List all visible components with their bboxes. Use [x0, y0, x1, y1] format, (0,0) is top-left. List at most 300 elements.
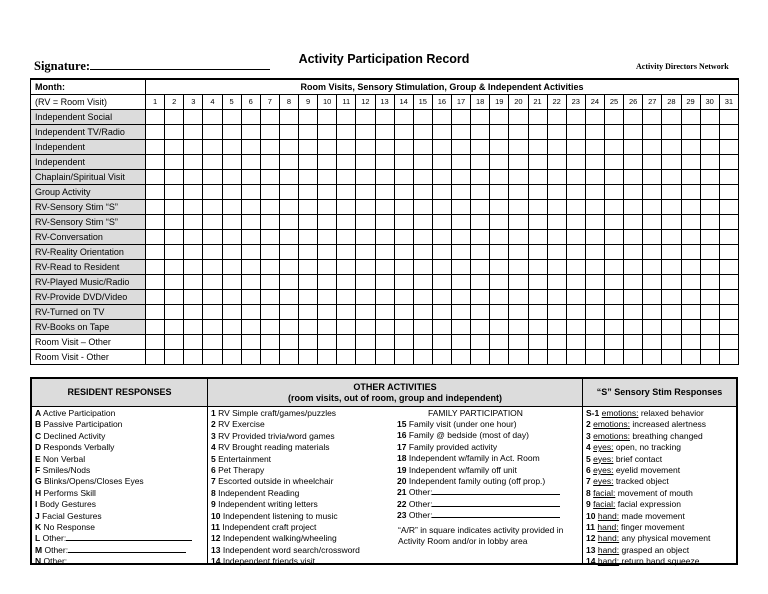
day-cell[interactable] — [279, 349, 298, 364]
day-cell[interactable] — [241, 259, 260, 274]
day-cell[interactable] — [279, 124, 298, 139]
day-cell[interactable] — [203, 154, 222, 169]
day-cell[interactable] — [356, 199, 375, 214]
day-cell[interactable] — [643, 214, 662, 229]
day-cell[interactable] — [509, 259, 528, 274]
day-cell[interactable] — [700, 229, 719, 244]
day-cell[interactable] — [394, 214, 413, 229]
day-cell[interactable] — [681, 169, 700, 184]
day-cell[interactable] — [318, 184, 337, 199]
day-cell[interactable] — [337, 109, 356, 124]
day-cell[interactable] — [241, 334, 260, 349]
day-cell[interactable] — [375, 169, 394, 184]
day-cell[interactable] — [413, 124, 432, 139]
day-cell[interactable] — [624, 289, 643, 304]
day-cell[interactable] — [566, 229, 585, 244]
day-cell[interactable] — [299, 304, 318, 319]
day-cell[interactable] — [547, 289, 566, 304]
day-cell[interactable] — [643, 259, 662, 274]
day-cell[interactable] — [452, 334, 471, 349]
day-cell[interactable] — [471, 334, 490, 349]
day-cell[interactable] — [566, 304, 585, 319]
day-cell[interactable] — [413, 154, 432, 169]
day-cell[interactable] — [528, 184, 547, 199]
day-cell[interactable] — [547, 319, 566, 334]
day-cell[interactable] — [681, 349, 700, 364]
day-cell[interactable] — [375, 319, 394, 334]
day-cell[interactable] — [222, 334, 241, 349]
day-cell[interactable] — [643, 244, 662, 259]
day-cell[interactable] — [432, 124, 451, 139]
day-cell[interactable] — [585, 214, 604, 229]
day-cell[interactable] — [490, 184, 509, 199]
day-cell[interactable] — [279, 334, 298, 349]
day-cell[interactable] — [719, 349, 738, 364]
day-cell[interactable] — [585, 319, 604, 334]
day-cell[interactable] — [643, 184, 662, 199]
day-cell[interactable] — [432, 274, 451, 289]
day-cell[interactable] — [146, 169, 165, 184]
day-cell[interactable] — [146, 124, 165, 139]
day-cell[interactable] — [375, 274, 394, 289]
day-cell[interactable] — [413, 199, 432, 214]
day-cell[interactable] — [260, 289, 279, 304]
day-cell[interactable] — [624, 169, 643, 184]
day-cell[interactable] — [700, 199, 719, 214]
day-cell[interactable] — [241, 124, 260, 139]
day-cell[interactable] — [260, 304, 279, 319]
day-cell[interactable] — [299, 184, 318, 199]
day-cell[interactable] — [528, 244, 547, 259]
day-cell[interactable] — [203, 259, 222, 274]
day-cell[interactable] — [681, 214, 700, 229]
day-cell[interactable] — [585, 304, 604, 319]
day-cell[interactable] — [719, 184, 738, 199]
day-cell[interactable] — [394, 184, 413, 199]
day-cell[interactable] — [413, 214, 432, 229]
day-cell[interactable] — [413, 109, 432, 124]
day-cell[interactable] — [605, 229, 624, 244]
day-cell[interactable] — [452, 154, 471, 169]
day-cell[interactable] — [432, 259, 451, 274]
response-other-fill[interactable] — [68, 545, 186, 553]
day-cell[interactable] — [471, 274, 490, 289]
day-cell[interactable] — [203, 229, 222, 244]
day-cell[interactable] — [279, 304, 298, 319]
day-cell[interactable] — [165, 349, 184, 364]
day-cell[interactable] — [643, 349, 662, 364]
family-other-fill[interactable] — [432, 487, 560, 495]
day-cell[interactable] — [490, 214, 509, 229]
day-cell[interactable] — [432, 199, 451, 214]
day-cell[interactable] — [165, 229, 184, 244]
day-cell[interactable] — [624, 154, 643, 169]
day-cell[interactable] — [471, 139, 490, 154]
day-cell[interactable] — [413, 184, 432, 199]
day-cell[interactable] — [356, 184, 375, 199]
day-cell[interactable] — [375, 229, 394, 244]
day-cell[interactable] — [452, 229, 471, 244]
day-cell[interactable] — [490, 199, 509, 214]
day-cell[interactable] — [318, 289, 337, 304]
day-cell[interactable] — [165, 334, 184, 349]
day-cell[interactable] — [241, 289, 260, 304]
day-cell[interactable] — [375, 139, 394, 154]
day-cell[interactable] — [394, 169, 413, 184]
day-cell[interactable] — [394, 199, 413, 214]
day-cell[interactable] — [356, 244, 375, 259]
day-cell[interactable] — [241, 349, 260, 364]
day-cell[interactable] — [260, 319, 279, 334]
day-cell[interactable] — [203, 124, 222, 139]
day-cell[interactable] — [605, 109, 624, 124]
day-cell[interactable] — [528, 139, 547, 154]
day-cell[interactable] — [222, 274, 241, 289]
day-cell[interactable] — [413, 139, 432, 154]
day-cell[interactable] — [413, 259, 432, 274]
day-cell[interactable] — [719, 319, 738, 334]
day-cell[interactable] — [432, 244, 451, 259]
day-cell[interactable] — [528, 274, 547, 289]
day-cell[interactable] — [547, 334, 566, 349]
day-cell[interactable] — [681, 184, 700, 199]
day-cell[interactable] — [184, 184, 203, 199]
day-cell[interactable] — [260, 139, 279, 154]
day-cell[interactable] — [222, 169, 241, 184]
day-cell[interactable] — [700, 289, 719, 304]
day-cell[interactable] — [719, 124, 738, 139]
day-cell[interactable] — [394, 259, 413, 274]
day-cell[interactable] — [337, 259, 356, 274]
day-cell[interactable] — [146, 199, 165, 214]
day-cell[interactable] — [547, 244, 566, 259]
day-cell[interactable] — [547, 229, 566, 244]
day-cell[interactable] — [662, 274, 681, 289]
day-cell[interactable] — [222, 289, 241, 304]
day-cell[interactable] — [490, 229, 509, 244]
day-cell[interactable] — [528, 289, 547, 304]
day-cell[interactable] — [719, 229, 738, 244]
day-cell[interactable] — [471, 259, 490, 274]
day-cell[interactable] — [356, 139, 375, 154]
day-cell[interactable] — [165, 274, 184, 289]
day-cell[interactable] — [566, 334, 585, 349]
day-cell[interactable] — [585, 349, 604, 364]
day-cell[interactable] — [241, 109, 260, 124]
day-cell[interactable] — [547, 199, 566, 214]
day-cell[interactable] — [318, 259, 337, 274]
day-cell[interactable] — [585, 169, 604, 184]
day-cell[interactable] — [719, 139, 738, 154]
day-cell[interactable] — [624, 304, 643, 319]
response-other-fill[interactable] — [67, 556, 185, 564]
day-cell[interactable] — [528, 349, 547, 364]
day-cell[interactable] — [547, 109, 566, 124]
day-cell[interactable] — [605, 124, 624, 139]
day-cell[interactable] — [165, 304, 184, 319]
day-cell[interactable] — [490, 274, 509, 289]
day-cell[interactable] — [299, 109, 318, 124]
day-cell[interactable] — [700, 349, 719, 364]
day-cell[interactable] — [375, 334, 394, 349]
day-cell[interactable] — [585, 199, 604, 214]
day-cell[interactable] — [146, 109, 165, 124]
day-cell[interactable] — [509, 124, 528, 139]
day-cell[interactable] — [337, 154, 356, 169]
day-cell[interactable] — [279, 169, 298, 184]
day-cell[interactable] — [643, 169, 662, 184]
day-cell[interactable] — [260, 109, 279, 124]
day-cell[interactable] — [337, 319, 356, 334]
day-cell[interactable] — [337, 169, 356, 184]
day-cell[interactable] — [681, 334, 700, 349]
day-cell[interactable] — [165, 259, 184, 274]
day-cell[interactable] — [681, 199, 700, 214]
day-cell[interactable] — [356, 289, 375, 304]
day-cell[interactable] — [681, 274, 700, 289]
day-cell[interactable] — [452, 304, 471, 319]
day-cell[interactable] — [624, 349, 643, 364]
day-cell[interactable] — [241, 169, 260, 184]
day-cell[interactable] — [146, 229, 165, 244]
day-cell[interactable] — [203, 334, 222, 349]
day-cell[interactable] — [624, 199, 643, 214]
day-cell[interactable] — [299, 229, 318, 244]
day-cell[interactable] — [662, 334, 681, 349]
day-cell[interactable] — [471, 229, 490, 244]
day-cell[interactable] — [299, 154, 318, 169]
day-cell[interactable] — [394, 139, 413, 154]
day-cell[interactable] — [260, 229, 279, 244]
day-cell[interactable] — [375, 214, 394, 229]
day-cell[interactable] — [509, 109, 528, 124]
day-cell[interactable] — [375, 259, 394, 274]
day-cell[interactable] — [299, 139, 318, 154]
day-cell[interactable] — [260, 124, 279, 139]
day-cell[interactable] — [375, 109, 394, 124]
day-cell[interactable] — [279, 214, 298, 229]
day-cell[interactable] — [203, 319, 222, 334]
day-cell[interactable] — [356, 124, 375, 139]
day-cell[interactable] — [509, 214, 528, 229]
day-cell[interactable] — [700, 319, 719, 334]
day-cell[interactable] — [528, 154, 547, 169]
day-cell[interactable] — [643, 304, 662, 319]
day-cell[interactable] — [222, 244, 241, 259]
day-cell[interactable] — [241, 244, 260, 259]
day-cell[interactable] — [471, 154, 490, 169]
day-cell[interactable] — [394, 334, 413, 349]
day-cell[interactable] — [241, 319, 260, 334]
day-cell[interactable] — [337, 349, 356, 364]
day-cell[interactable] — [241, 199, 260, 214]
day-cell[interactable] — [222, 124, 241, 139]
day-cell[interactable] — [605, 139, 624, 154]
day-cell[interactable] — [394, 124, 413, 139]
day-cell[interactable] — [471, 169, 490, 184]
response-other-fill[interactable] — [66, 533, 192, 541]
day-cell[interactable] — [490, 289, 509, 304]
day-cell[interactable] — [203, 304, 222, 319]
day-cell[interactable] — [700, 109, 719, 124]
day-cell[interactable] — [566, 184, 585, 199]
day-cell[interactable] — [279, 289, 298, 304]
day-cell[interactable] — [432, 154, 451, 169]
day-cell[interactable] — [413, 229, 432, 244]
day-cell[interactable] — [394, 304, 413, 319]
day-cell[interactable] — [585, 154, 604, 169]
day-cell[interactable] — [490, 109, 509, 124]
day-cell[interactable] — [337, 334, 356, 349]
day-cell[interactable] — [509, 334, 528, 349]
day-cell[interactable] — [490, 259, 509, 274]
day-cell[interactable] — [566, 349, 585, 364]
day-cell[interactable] — [662, 214, 681, 229]
day-cell[interactable] — [337, 199, 356, 214]
day-cell[interactable] — [375, 289, 394, 304]
day-cell[interactable] — [509, 319, 528, 334]
day-cell[interactable] — [471, 214, 490, 229]
day-cell[interactable] — [509, 169, 528, 184]
day-cell[interactable] — [490, 139, 509, 154]
day-cell[interactable] — [643, 289, 662, 304]
day-cell[interactable] — [203, 169, 222, 184]
day-cell[interactable] — [719, 274, 738, 289]
day-cell[interactable] — [203, 109, 222, 124]
day-cell[interactable] — [394, 349, 413, 364]
day-cell[interactable] — [318, 124, 337, 139]
day-cell[interactable] — [643, 124, 662, 139]
day-cell[interactable] — [165, 184, 184, 199]
day-cell[interactable] — [681, 259, 700, 274]
day-cell[interactable] — [452, 169, 471, 184]
day-cell[interactable] — [146, 154, 165, 169]
day-cell[interactable] — [299, 214, 318, 229]
day-cell[interactable] — [662, 259, 681, 274]
day-cell[interactable] — [222, 304, 241, 319]
day-cell[interactable] — [413, 349, 432, 364]
day-cell[interactable] — [624, 229, 643, 244]
family-other-fill[interactable] — [432, 499, 560, 507]
day-cell[interactable] — [337, 304, 356, 319]
day-cell[interactable] — [299, 124, 318, 139]
day-cell[interactable] — [184, 139, 203, 154]
day-cell[interactable] — [279, 319, 298, 334]
day-cell[interactable] — [700, 139, 719, 154]
day-cell[interactable] — [643, 109, 662, 124]
day-cell[interactable] — [394, 154, 413, 169]
day-cell[interactable] — [260, 169, 279, 184]
day-cell[interactable] — [203, 199, 222, 214]
day-cell[interactable] — [432, 319, 451, 334]
day-cell[interactable] — [394, 289, 413, 304]
day-cell[interactable] — [719, 304, 738, 319]
day-cell[interactable] — [585, 334, 604, 349]
day-cell[interactable] — [318, 334, 337, 349]
day-cell[interactable] — [184, 334, 203, 349]
day-cell[interactable] — [605, 349, 624, 364]
day-cell[interactable] — [643, 139, 662, 154]
day-cell[interactable] — [452, 349, 471, 364]
day-cell[interactable] — [375, 124, 394, 139]
day-cell[interactable] — [241, 184, 260, 199]
day-cell[interactable] — [624, 109, 643, 124]
day-cell[interactable] — [452, 124, 471, 139]
day-cell[interactable] — [146, 304, 165, 319]
day-cell[interactable] — [184, 154, 203, 169]
day-cell[interactable] — [260, 244, 279, 259]
day-cell[interactable] — [337, 229, 356, 244]
day-cell[interactable] — [241, 154, 260, 169]
day-cell[interactable] — [222, 139, 241, 154]
day-cell[interactable] — [605, 244, 624, 259]
day-cell[interactable] — [260, 349, 279, 364]
day-cell[interactable] — [585, 274, 604, 289]
day-cell[interactable] — [279, 274, 298, 289]
day-cell[interactable] — [719, 289, 738, 304]
day-cell[interactable] — [279, 139, 298, 154]
day-cell[interactable] — [222, 154, 241, 169]
day-cell[interactable] — [566, 259, 585, 274]
day-cell[interactable] — [260, 184, 279, 199]
day-cell[interactable] — [241, 139, 260, 154]
day-cell[interactable] — [356, 319, 375, 334]
day-cell[interactable] — [432, 334, 451, 349]
day-cell[interactable] — [146, 349, 165, 364]
day-cell[interactable] — [222, 259, 241, 274]
day-cell[interactable] — [184, 319, 203, 334]
day-cell[interactable] — [471, 109, 490, 124]
day-cell[interactable] — [662, 154, 681, 169]
day-cell[interactable] — [299, 169, 318, 184]
day-cell[interactable] — [375, 349, 394, 364]
day-cell[interactable] — [299, 349, 318, 364]
day-cell[interactable] — [624, 334, 643, 349]
day-cell[interactable] — [432, 349, 451, 364]
day-cell[interactable] — [528, 124, 547, 139]
day-cell[interactable] — [509, 304, 528, 319]
day-cell[interactable] — [547, 139, 566, 154]
day-cell[interactable] — [203, 139, 222, 154]
day-cell[interactable] — [222, 229, 241, 244]
day-cell[interactable] — [700, 169, 719, 184]
day-cell[interactable] — [605, 184, 624, 199]
day-cell[interactable] — [566, 199, 585, 214]
day-cell[interactable] — [356, 349, 375, 364]
day-cell[interactable] — [700, 214, 719, 229]
day-cell[interactable] — [662, 229, 681, 244]
day-cell[interactable] — [146, 214, 165, 229]
day-cell[interactable] — [318, 214, 337, 229]
day-cell[interactable] — [681, 244, 700, 259]
day-cell[interactable] — [681, 289, 700, 304]
day-cell[interactable] — [146, 184, 165, 199]
day-cell[interactable] — [566, 109, 585, 124]
day-cell[interactable] — [184, 244, 203, 259]
day-cell[interactable] — [299, 244, 318, 259]
day-cell[interactable] — [490, 349, 509, 364]
day-cell[interactable] — [279, 259, 298, 274]
day-cell[interactable] — [184, 304, 203, 319]
day-cell[interactable] — [547, 154, 566, 169]
day-cell[interactable] — [184, 199, 203, 214]
day-cell[interactable] — [624, 214, 643, 229]
day-cell[interactable] — [662, 169, 681, 184]
day-cell[interactable] — [356, 229, 375, 244]
day-cell[interactable] — [432, 214, 451, 229]
day-cell[interactable] — [700, 154, 719, 169]
day-cell[interactable] — [681, 229, 700, 244]
